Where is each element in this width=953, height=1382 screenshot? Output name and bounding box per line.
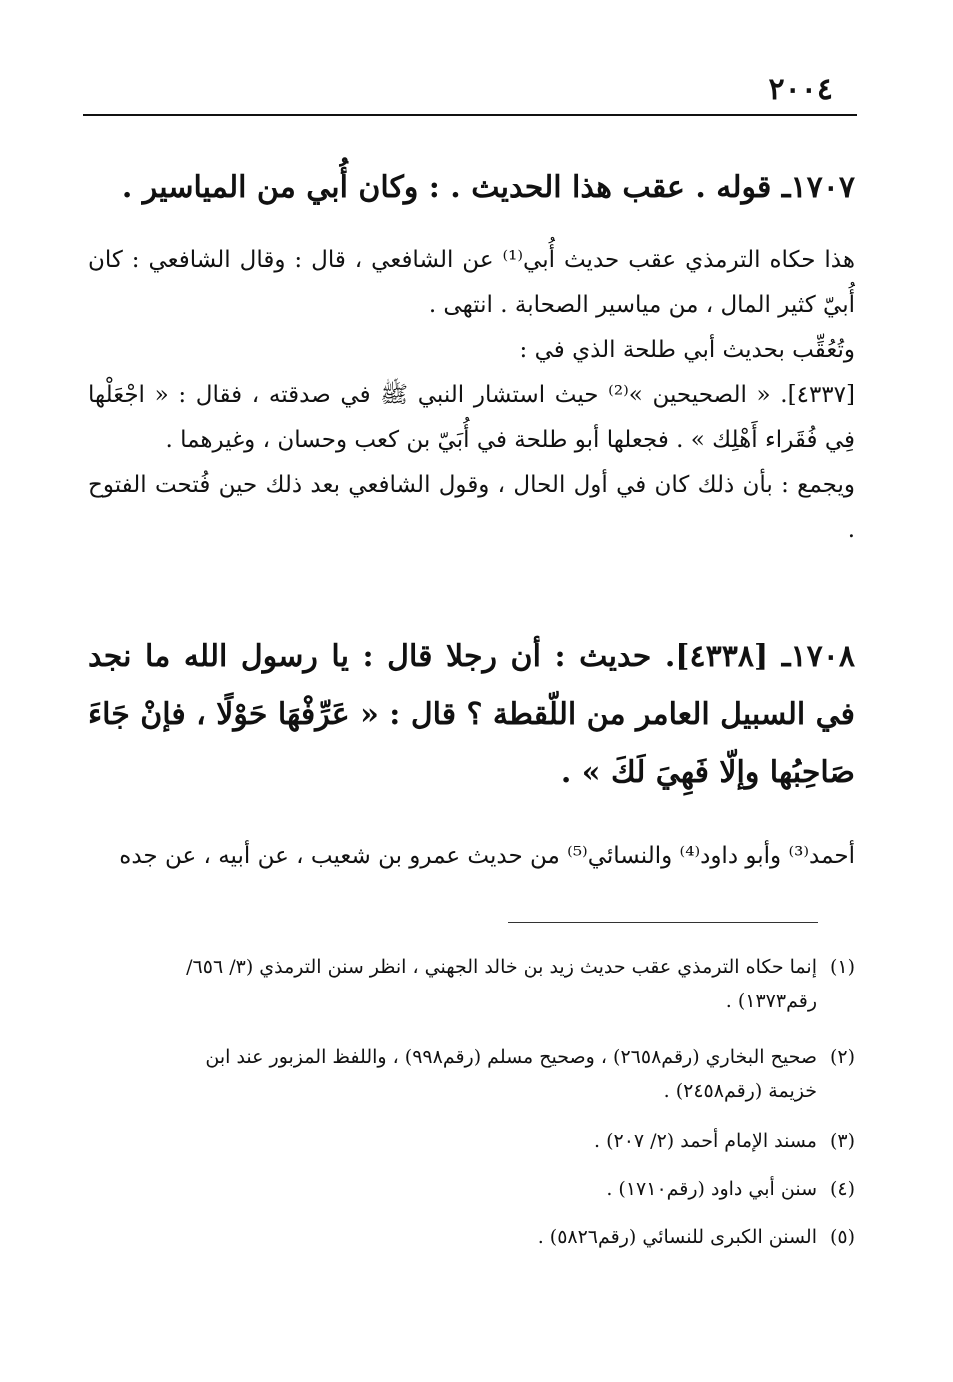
footnote-3: [88, 1124, 855, 1158]
footnote-5: [88, 1220, 855, 1254]
footnote-text: صحيح البخاري (رقم٢٦٥٨) ، وصحيح مسلم (رقم٩٩٨) ، واللفظ المزبور عند ابن: [205, 1046, 817, 1068]
entry-1708-heading: ١٧٠٨ـ [٤٣٣٨]. حديث : أن رجلا قال : يا رسول الله ما نجد في السبيل العامر من اللّقطة ؟ قال : « عَرِّفْهَا حَوْلًا ، فإنْ جَاءَ صَاحِبُها وإلّا فَهِيَ لَكَ » .: [87, 639, 855, 790]
page-number: ٢٠٠٤: [768, 72, 833, 107]
footnote-text: مسند الإمام أحمد (٢/ ٢٠٧) .: [594, 1130, 817, 1152]
footnote-number: (٤): [829, 1178, 855, 1200]
entry-1707-body: [88, 238, 855, 553]
footnote-continuation: خزيمة (رقم٢٤٥٨) .: [663, 1080, 817, 1102]
footnote-text: السنن الكبرى للنسائي (رقم٥٨٢٦) .: [537, 1226, 817, 1248]
footnote-1: [88, 950, 855, 1018]
entry-1708-body: [88, 834, 855, 879]
paragraph: هذا حكاه الترمذي عقب حديث أُبي⁽¹⁾ عن الشافعي ، قال : وقال الشافعي : كان أُبيّ كثير المال ، من مياسير الصحابة . انتهى .: [88, 247, 855, 318]
footnote-number: (٢): [829, 1046, 855, 1068]
footnote-number: (٥): [829, 1226, 855, 1248]
entry-1707-heading: ١٧٠٧ـ قوله . عقب هذا الحديث . : وكان أُبي من المياسير .: [121, 170, 855, 205]
footnote-4: [88, 1172, 855, 1206]
footnote-text: سنن أبي داود (رقم١٧١٠) .: [606, 1178, 817, 1200]
footnote-continuation: رقم١٣٧٣) .: [725, 990, 817, 1012]
footnote-number: (١): [829, 956, 855, 978]
paragraph: وتُعُقِّب بحديث أبي طلحة الذي في :: [519, 337, 855, 363]
footnote-separator: [508, 922, 818, 923]
paragraph: [٤٣٣٧]. « الصحيحين »⁽²⁾ حيث استشار النبي ﷺ في صدقته ، فقال : « اجْعَلْها فِي فُقَراء أَهْلِك » . فجعلها أبو طلحة في أُبَيّ بن كعب وحسان ، وغيرهما .: [88, 382, 855, 453]
header-rule: [83, 114, 857, 116]
footnote-text: إنما حكاه الترمذي عقب حديث زيد بن خالد الجهني ، انظر سنن الترمذي (٣/ ٦٥٦/: [186, 956, 817, 978]
paragraph: ويجمع : بأن ذلك كان في أول الحال ، وقول الشافعي بعد ذلك حين فُتحت الفتوح .: [88, 472, 855, 543]
paragraph: أحمد⁽³⁾ وأبو داود⁽⁴⁾ والنسائي⁽⁵⁾ من حديث عمرو بن شعيب ، عن أبيه ، عن جده: [119, 843, 855, 869]
footnote-number: (٣): [829, 1130, 855, 1152]
footnote-2: [88, 1040, 855, 1108]
